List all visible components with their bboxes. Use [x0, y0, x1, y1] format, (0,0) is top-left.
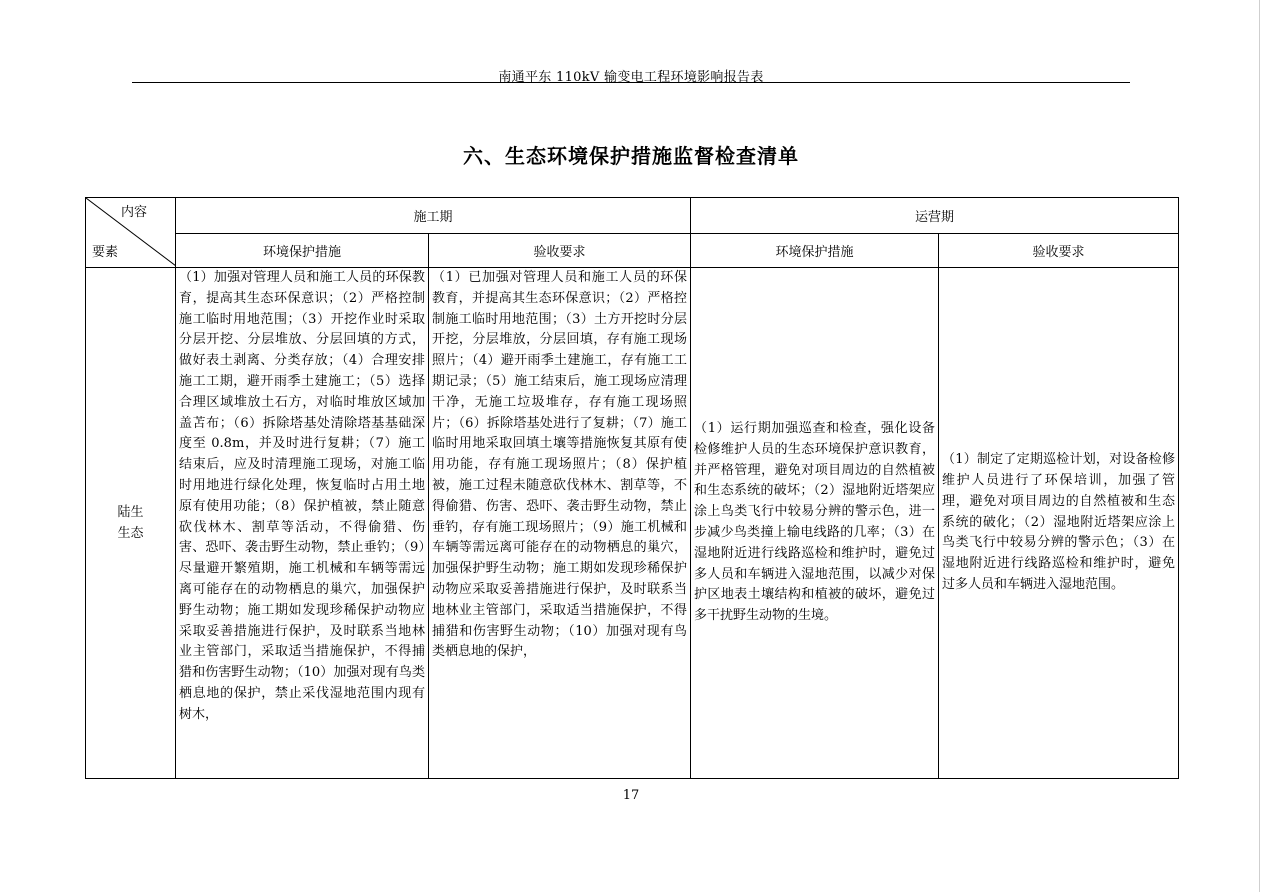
header-corner-cell — [86, 198, 176, 268]
operation-measures-header: 环境保护措施 — [691, 234, 939, 268]
construction-measures-cell — [176, 268, 429, 779]
corner-label-content: 内容 — [121, 205, 148, 220]
phase-operation-header: 运营期 — [691, 198, 1179, 234]
construction-measures-header: 环境保护措施 — [176, 234, 429, 268]
section-title: 六、生态环境保护措施监督检查清单 — [463, 144, 799, 168]
page-edge — [1259, 0, 1260, 892]
element-label: 陆生 生态 — [117, 505, 144, 541]
header-rule — [132, 82, 1130, 83]
operation-measures-text: （1）运行期加强巡查和检查，强化设备检修维护人员的生态环境保护意识教育，并严格管理，避免对项目周边的自然植被和生态系统的破坏；（2）湿地附近塔架应涂上鸟类飞行中较易分辨的警示色，进一步减少鸟类撞上输电线路的几率；（3）在湿地附近进行线路巡检和维护时，避免过多人员和车辆进入湿地范围，以减少对保护区地表土壤结构和植被的破坏，避免过多干扰野生动物的生境。 — [694, 421, 936, 624]
construction-acceptance-header: 验收要求 — [429, 234, 691, 268]
page-number: 17 — [622, 788, 640, 803]
construction-measures-text: （1）加强对管理人员和施工人员的环保教育，提高其生态环保意识；（2）严格控制施工临时用地范围；（3）开挖作业时采取分层开挖、分层堆放、分层回填的方式，做好表土剥离、分类存放；（4）合理安排施工工期，避开雨季土建施工；（5）选择合理区域堆放土石方，对临时堆放区域加盖苫布；（6）拆除塔基处清除塔基基础深度至 0.8m，并及时进行复耕；（7）施工结束后，应及时清理施工现场，对施工临时用地进行绿化处理，恢复临时占用土地原有使用功能；（8）保护植被，禁止随意砍伐林木、割草等活动，不得偷猎、伤害、恐吓、袭击野生动物，禁止垂钓；（9）尽量避开繁殖期，施工机械和车辆等需远离可能存在的动物栖息的巢穴，加强保护野生动物；施工期如发现珍稀保护动物应采取妥善措施进行保护，及时联系当地林业主管部门，采取适当措施保护，不得捕猎和伤害野生动物；（10）加强对现有鸟类栖息地的保护，禁止采伐湿地范围内现有树木， — [179, 270, 425, 722]
operation-acceptance-text: （1）制定了定期巡检计划，对设备检修维护人员进行了环保培训，加强了管理，避免对项目周边的自然植被和生态系统的破化；（2）湿地附近塔架应涂上鸟类飞行中较易分辨的警示色；（3）在湿地附近进行线路巡检和维护时，避免过多人员和车辆进入湿地范围。 — [942, 452, 1176, 592]
construction-acceptance-cell — [429, 268, 691, 779]
phase-construction-header: 施工期 — [176, 198, 691, 234]
element-terrestrial-ecology — [86, 268, 176, 779]
corner-label-element: 要素 — [92, 245, 119, 260]
construction-acceptance-text: （1）已加强对管理人员和施工人员的环保教育，并提高其生态环保意识；（2）严格控制施工临时用地范围；（3）土方开挖时分层开挖，分层堆放，分层回填，存有施工现场照片；（4）避开雨季土建施工，存有施工工期记录；（5）施工结束后，施工现场应清理干净，无施工垃圾堆存，存有施工现场照片；（6）拆除塔基处进行了复耕；（7）施工临时用地采取回填土壤等措施恢复其原有使用功能，存有施工现场照片；（8）保护植被，施工过程未随意砍伐林木、割草等，不得偷猎、伤害、恐吓、袭击野生动物，禁止垂钓，存有施工现场照片；（9）施工机械和车辆等需远离可能存在的动物栖息的巢穴，加强保护野生动物；施工期如发现珍稀保护动物应采取妥善措施进行保护，及时联系当地林业主管部门，采取适当措施保护，不得捕猎和伤害野生动物；（10）加强对现有鸟类栖息地的保护， — [432, 270, 688, 660]
operation-acceptance-cell — [939, 268, 1179, 779]
running-header: 南通平东 110kV 输变电工程环境影响报告表 — [498, 70, 764, 85]
operation-acceptance-header: 验收要求 — [939, 234, 1179, 268]
operation-measures-cell — [691, 268, 939, 779]
supervision-checklist-table — [85, 197, 1179, 779]
